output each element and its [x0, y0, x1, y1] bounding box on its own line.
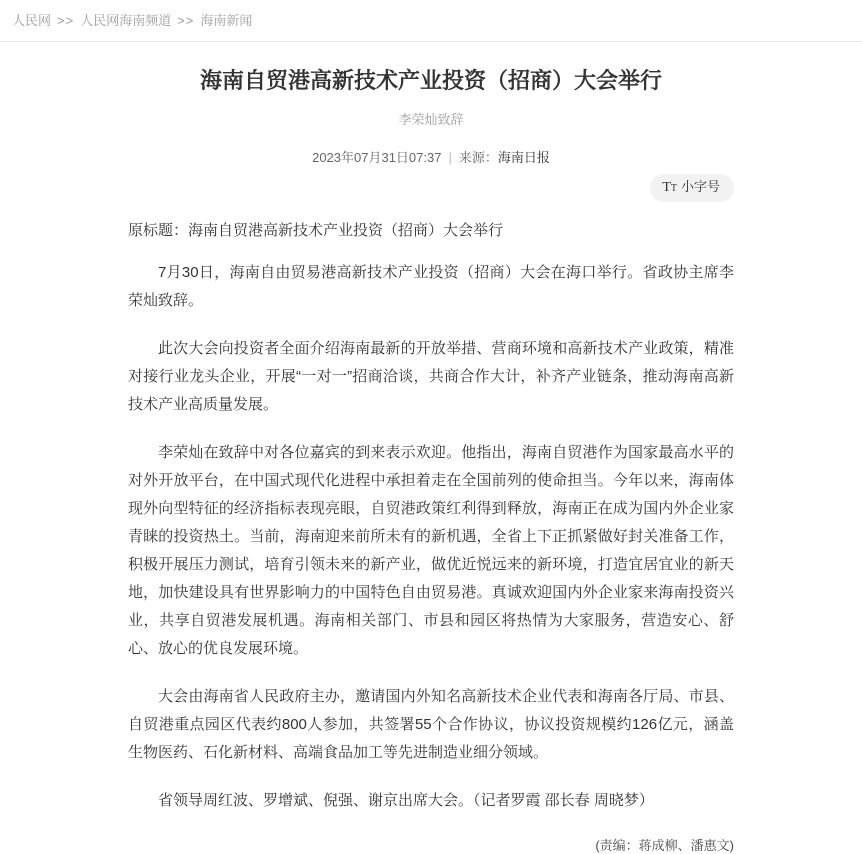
- breadcrumb-link-hainan-news[interactable]: 海南新闻: [200, 13, 253, 28]
- article-subtitle: 李荣灿致辞: [398, 112, 464, 127]
- font-size-icon-small: T: [670, 183, 677, 194]
- original-title: 原标题：海南自贸港高新技术产业投资（招商）大会举行: [128, 222, 504, 239]
- article-container: [128, 66, 734, 854]
- font-size-label: 小字号: [680, 179, 720, 194]
- page-title: 海南自贸港高新技术产业投资（招商）大会举行: [199, 68, 662, 93]
- font-size-button[interactable]: [650, 174, 734, 202]
- editor-note: (责编：蒋成柳、潘惠文): [595, 838, 734, 853]
- article-toolbar: [128, 174, 734, 200]
- article-meta: [128, 147, 734, 166]
- article-paragraph: 7月30日，海南自由贸易港高新技术产业投资（招商）大会在海口举行。省政协主席李荣灿致辞。: [128, 264, 734, 309]
- breadcrumb-link-peoples-daily[interactable]: 人民网: [12, 13, 52, 28]
- breadcrumb: [0, 0, 862, 42]
- article-paragraph: 省领导周红波、罗增斌、倪强、谢京出席大会。（记者罗霞 邵长春 周晓梦）: [158, 792, 654, 809]
- publish-datetime: 2023年07月31日07:37: [312, 150, 442, 165]
- source-label: 来源：: [458, 150, 498, 165]
- source-link[interactable]: 海南日报: [497, 150, 550, 165]
- article-paragraph: 李荣灿在致辞中对各位嘉宾的到来表示欢迎。他指出，海南自贸港作为国家最高水平的对外开放平台，在中国式现代化进程中承担着走在全国前列的使命担当。今年以来，海南体现外向型特征的经济指标表现亮眼，自贸港政策红利得到释放，海南正在成为国内外企业家青睐的投资热土。当前，海南迎来前所未有的新机遇，全省上下正抓紧做好封关准备工作，积极开展压力测试，培育引领未来的新产业，做优近悦远来的新环境，打造宜居宜业的新天地，加快建设具有世界影响力的中国特色自由贸易港。真诚欢迎国内外企业家来海南投资兴业，共享自贸港发展机遇。海南相关部门、市县和园区将热情为大家服务，营造安心、舒心、放心的优良发展环境。: [128, 444, 734, 657]
- article-paragraph: 大会由海南省人民政府主办，邀请国内外知名高新技术企业代表和海南各厅局、市县、自贸港重点园区代表约800人参加，共签署55个合作协议，协议投资规模约126亿元，涵盖生物医药、石化新材料、高端食品加工等先进制造业细分领域。: [128, 688, 734, 761]
- article-paragraph: 此次大会向投资者全面介绍海南最新的开放举措、营商环境和高新技术产业政策，精准对接行业龙头企业，开展“一对一”招商洽谈，共商合作大计，补齐产业链条，推动海南高新技术产业高质量发展。: [128, 340, 734, 413]
- font-size-icon: T: [662, 180, 671, 195]
- meta-separator: |: [448, 150, 452, 165]
- article-body: [128, 217, 734, 815]
- breadcrumb-separator: >>: [57, 13, 75, 28]
- breadcrumb-separator: >>: [177, 13, 195, 28]
- breadcrumb-link-hainan-channel[interactable]: 人民网海南频道: [80, 13, 172, 28]
